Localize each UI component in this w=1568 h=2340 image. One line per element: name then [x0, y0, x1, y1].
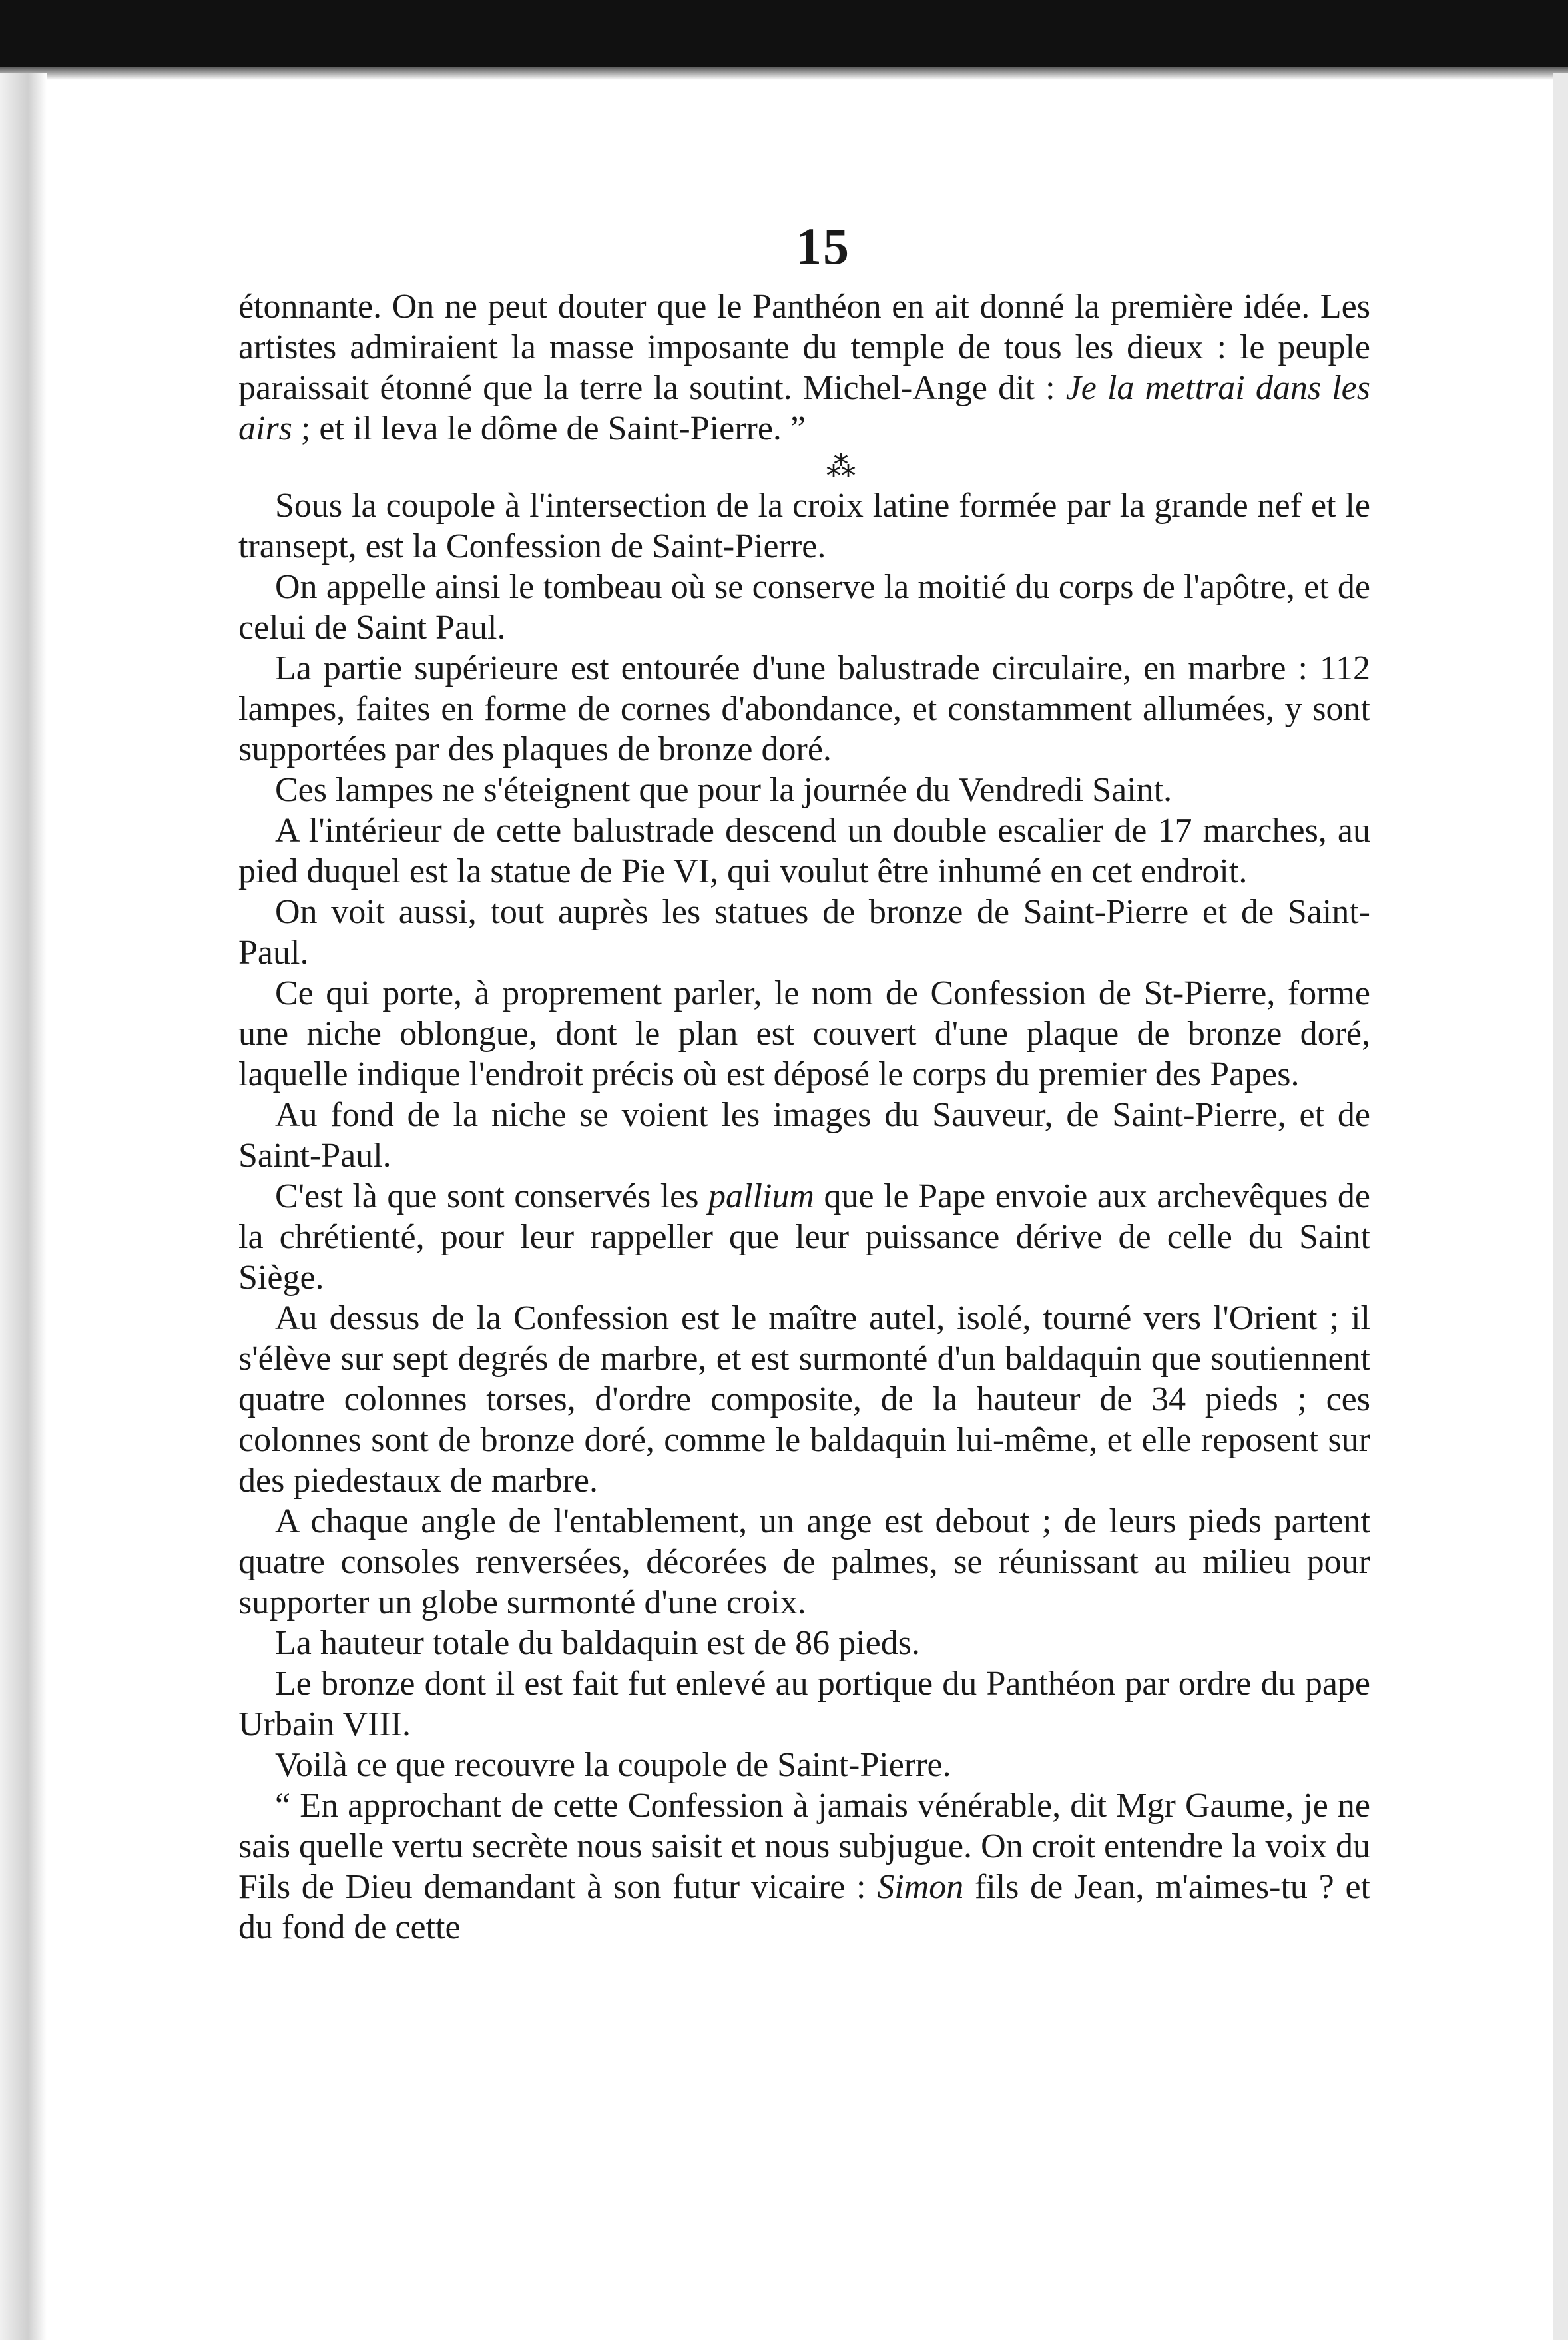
italic-term: pallium — [708, 1177, 814, 1215]
section-separator: ⁂ — [826, 451, 856, 483]
paragraph-2: Sous la coupole à l'intersection de la croix latine formée par la grande nef et le transept, est la Confession de Saint-Pierre. — [238, 487, 1370, 565]
paragraph-14: Le bronze dont il est fait fut enlevé au portique du Panthéon par ordre du pape Urbain VIII. — [238, 1665, 1370, 1743]
paragraph-6: A l'intérieur de cette balustrade descend un double escalier de 17 marches, au pied duquel est la statue de Pie VI, qui voulut être inhumé en cet endroit. — [238, 812, 1370, 890]
paragraph-16: “ En approchant de cette Confession à jamais vénérable, dit Mgr Gaume, je ne sais quelle vertu secrète nous saisit et nous subjugue. On croit entendre la voix du Fils de Dieu demandant à son futur vicaire : Simon fils de Jean, m'aimes-tu ? et du fond de cette — [238, 1787, 1371, 1946]
italic-quote: Je la mettrai dans les airs — [238, 369, 1370, 447]
paragraph-8: Ce qui porte, à proprement parler, le nom de Confession de St-Pierre, forme une niche oblongue, dont le plan est couvert d'une plaque de bronze doré, laquelle indique l'endroit précis où est déposé le corps du premier des Papes. — [238, 974, 1370, 1093]
top-scan-border — [0, 0, 1568, 67]
paragraph-11: Au dessus de la Confession est le maître autel, isolé, tourné vers l'Orient ; il s'élève sur sept degrés de marbre, et est surmonté d'un baldaquin que soutiennent quatre colonnes torses, d'ordre composite, de la hauteur de 34 pieds ; ces colonnes sont de bronze doré, comme le baldaquin lui-même, et elle reposent sur des piedestaux de marbre. — [238, 1299, 1370, 1500]
left-scan-margin — [0, 73, 47, 2340]
paragraph-13: La hauteur totale du baldaquin est de 86 pieds. — [275, 1624, 920, 1662]
italic-name: Simon — [877, 1868, 964, 1906]
paragraph-10: C'est là que sont conservés les pallium que le Pape envoie aux archevêques de la chrétienté, pour leur rappeller que leur puissance dérive de celle du Saint Siège. — [238, 1177, 1370, 1297]
paragraph-4: La partie supérieure est entourée d'une balustrade circulaire, en marbre : 112 lampes, faites en forme de cornes d'abondance, et constamment allumées, y sont supportées par des plaques de bronze doré. — [238, 649, 1370, 768]
paragraph-12: A chaque angle de l'entablement, un ange est debout ; de leurs pieds partent quatre consoles renversées, décorées de palmes, se réunissant au milieu pour supporter un globe surmonté d'une croix. — [238, 1502, 1370, 1621]
paragraph-9: Au fond de la niche se voient les images du Sauveur, de Saint-Pierre, et de Saint-Paul. — [238, 1096, 1370, 1175]
page-body — [238, 286, 1370, 1948]
paragraph-1: étonnante. On ne peut douter que le Panthéon en ait donné la première idée. Les artistes admiraient la masse imposante du temple de tous les dieux : le peuple paraissait étonné que la terre la soutint. Michel-Ange dit : Je la mettrai dans les airs ; et il leva le dôme de Saint-Pierre. ” — [238, 288, 1370, 447]
paragraph-3: On appelle ainsi le tombeau où se conserve la moitié du corps de l'apôtre, et de celui de Saint Paul. — [238, 568, 1370, 647]
right-scan-margin — [1553, 73, 1568, 2340]
top-scan-shadow — [0, 67, 1568, 80]
paragraph-7: On voit aussi, tout auprès les statues de bronze de Saint-Pierre et de Saint-Paul. — [238, 893, 1370, 972]
paragraph-15: Voilà ce que recouvre la coupole de Saint-Pierre. — [275, 1746, 951, 1784]
page-number: 15 — [796, 217, 850, 275]
paragraph-5: Ces lampes ne s'éteignent que pour la journée du Vendredi Saint. — [275, 771, 1173, 809]
